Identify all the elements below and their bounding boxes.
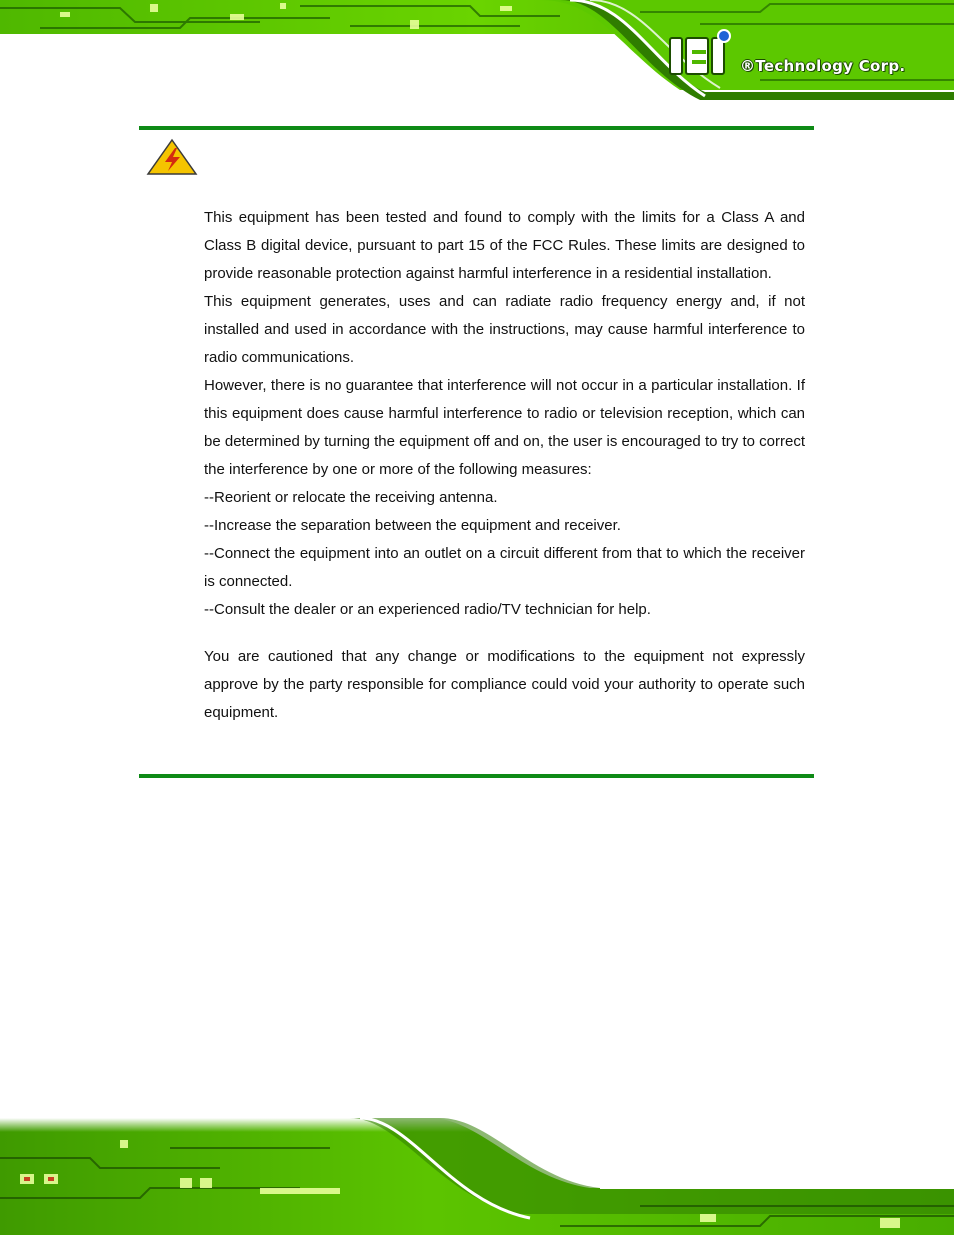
iei-logo-mark bbox=[668, 28, 740, 78]
paragraph-compliance: This equipment has been tested and found to comply with the limits for a Class A and Class B digital device, pursuant to part 15 of the FCC Rules. These limits are designed to provide reasonable protection against harmful interference in a residential installation. bbox=[204, 209, 805, 282]
paragraph-no-guarantee: However, there is no guarantee that interference will not occur in a particular installation. If this equipment does cause harmful interference to radio or television reception, which can be determined by turning the equipment off and on, the user is encouraged to try to correct the interference by one or more of the following measures: bbox=[204, 377, 805, 478]
iei-logo bbox=[668, 28, 938, 80]
fcc-notice-body bbox=[204, 204, 805, 727]
measure-separation: --Increase the separation between the equipment and receiver. bbox=[204, 517, 621, 534]
measure-consult: --Consult the dealer or an experienced radio/TV technician for help. bbox=[204, 601, 651, 618]
top-divider bbox=[139, 126, 814, 130]
bottom-divider bbox=[139, 774, 814, 778]
measure-outlet: --Connect the equipment into an outlet on a circuit different from that to which the receiver is connected. bbox=[204, 545, 805, 590]
paragraph-caution: You are cautioned that any change or modifications to the equipment not expressly approve by the party responsible for compliance could void your authority to operate such equipment. bbox=[204, 648, 805, 721]
paragraph-rf-energy: This equipment generates, uses and can radiate radio frequency energy and, if not installed and used in accordance with the instructions, may cause harmful interference to radio communications. bbox=[204, 293, 805, 366]
brand-name: ®Technology Corp. bbox=[740, 57, 906, 75]
measure-reorient: --Reorient or relocate the receiving antenna. bbox=[204, 489, 498, 506]
warning-triangle-lightning-icon bbox=[146, 138, 198, 176]
footer-circuit-banner bbox=[0, 1118, 954, 1235]
